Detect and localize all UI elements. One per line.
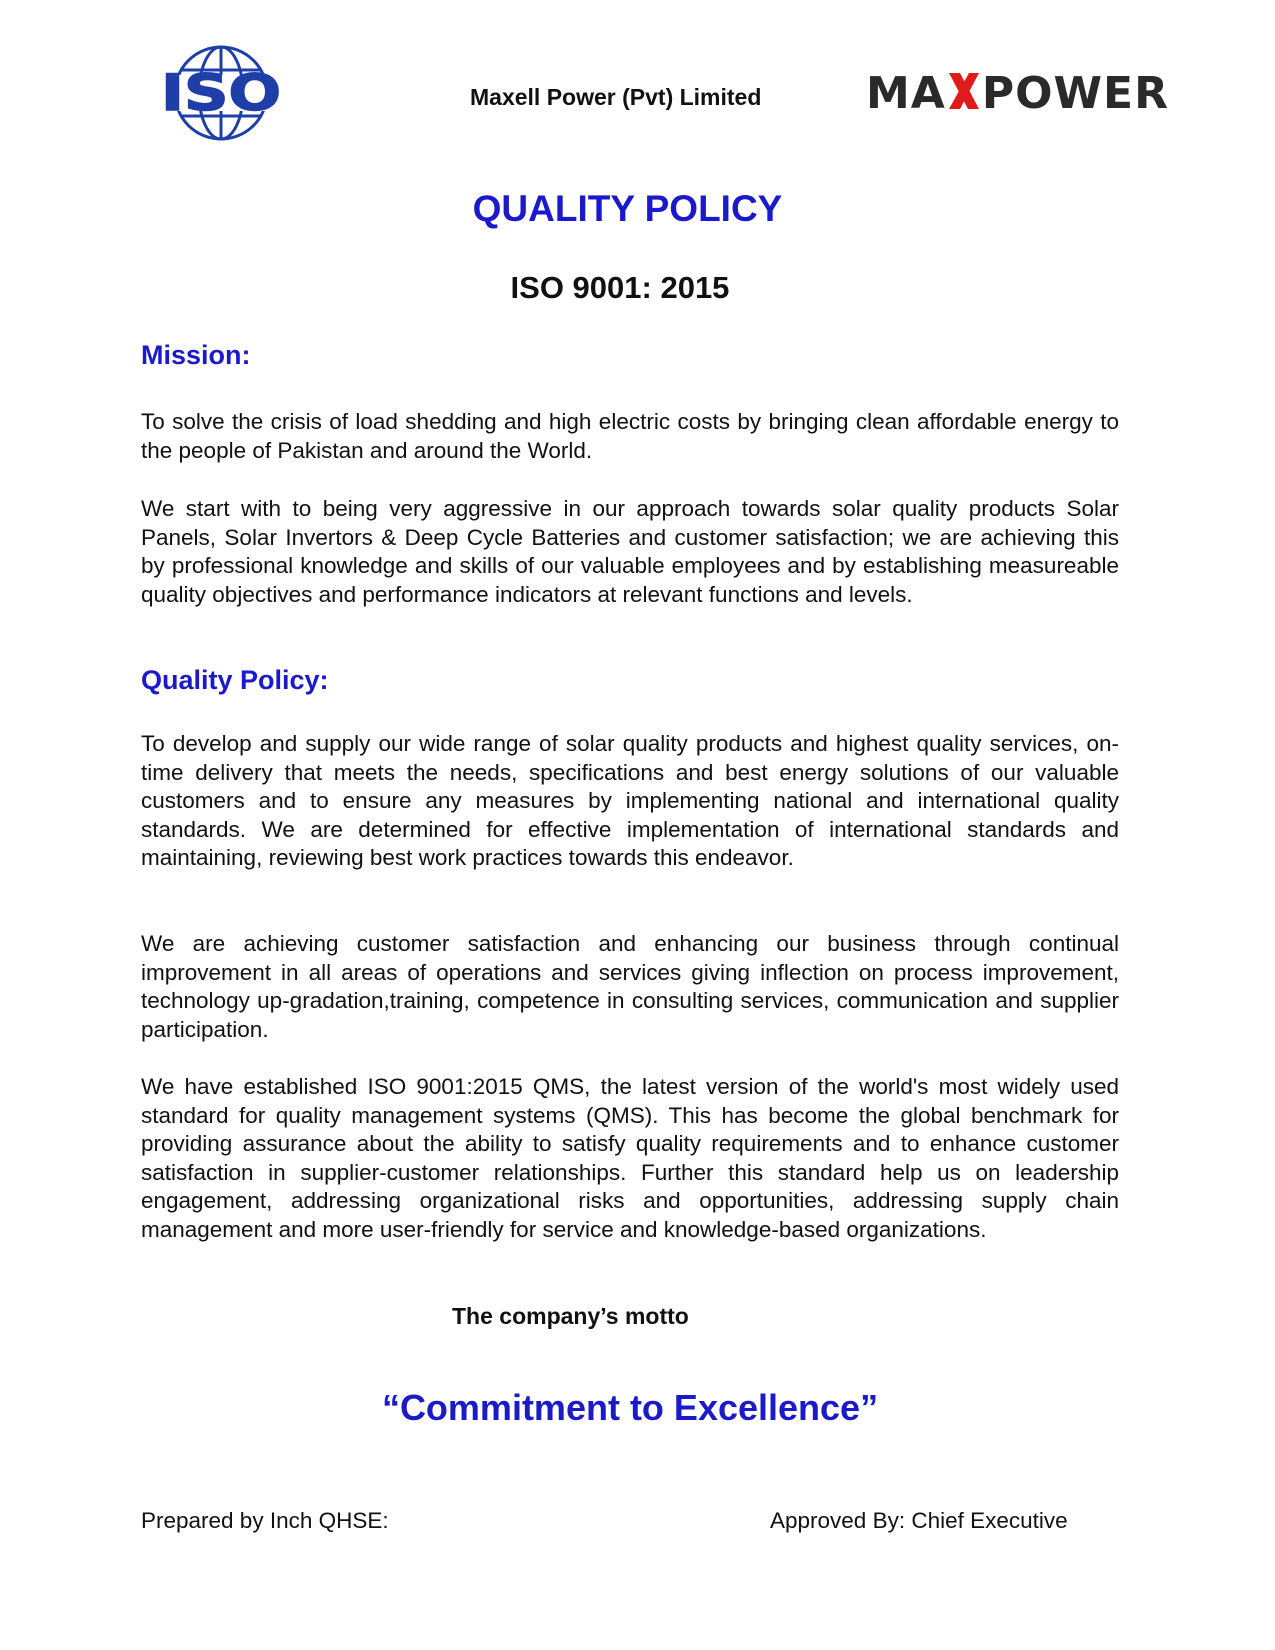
brand-logo-x-icon [946, 69, 982, 109]
globe-icon [158, 44, 284, 142]
quality-policy-heading: Quality Policy: [141, 665, 329, 695]
company-motto: “Commitment to Excellence” [381, 1387, 879, 1428]
brand-logo [866, 66, 1169, 122]
iso-logo-text: ISO [161, 64, 281, 122]
brand-logo-part-ma: MA [866, 68, 946, 119]
prepared-by: Prepared by Inch QHSE: [141, 1508, 389, 1533]
brand-logo-part-power: POWER [981, 68, 1169, 119]
mission-heading: Mission: [141, 340, 251, 370]
approved-by: Approved By: Chief Executive [770, 1508, 1068, 1533]
motto-label: The company’s motto [452, 1303, 689, 1329]
mission-paragraph: We start with to being very aggressive in our approach towards solar quality products Solar Panels, Solar Invertors & Deep Cycle Batteries and customer satisfaction; we are achieving this by professional knowledge and skills of our valuable employees and by establishing measureable quality objectives and performance indicators at relevant functions and levels. [141, 496, 1119, 607]
quality-policy-paragraph: To develop and supply our wide range of solar quality products and highest quality services, on-time delivery that meets the needs, specifications and best energy solutions of our valuable customers and to ensure any measures by implementing national and international quality standards. We are determined for effective implementation of international standards and maintaining, reviewing best work practices towards this endeavor. [141, 731, 1119, 870]
quality-policy-paragraph: We have established ISO 9001:2015 QMS, the latest version of the world's most widely used standard for quality management systems (QMS). This has become the global benchmark for providing assurance about the ability to satisfy quality requirements and to enhance customer satisfaction in supplier-customer relationships. Further this standard help us on leadership engagement, addressing organizational risks and opportunities, addressing supply chain management and more user-friendly for service and knowledge-based organizations. [141, 1074, 1119, 1242]
quality-policy-paragraph: We are achieving customer satisfaction and enhancing our business through continual improvement in all areas of operations and services giving inflection on process improvement, technology up-gradation,training, competence in consulting services, communication and supplier participation. [141, 931, 1119, 1042]
mission-paragraph: To solve the crisis of load shedding and high electric costs by bringing clean affordable energy to the people of Pakistan and around the World. [141, 409, 1119, 463]
iso-logo [158, 44, 284, 142]
page-title: QUALITY POLICY [472, 188, 783, 229]
page-subtitle: ISO 9001: 2015 [510, 270, 730, 305]
company-name: Maxell Power (Pvt) Limited [470, 84, 762, 110]
